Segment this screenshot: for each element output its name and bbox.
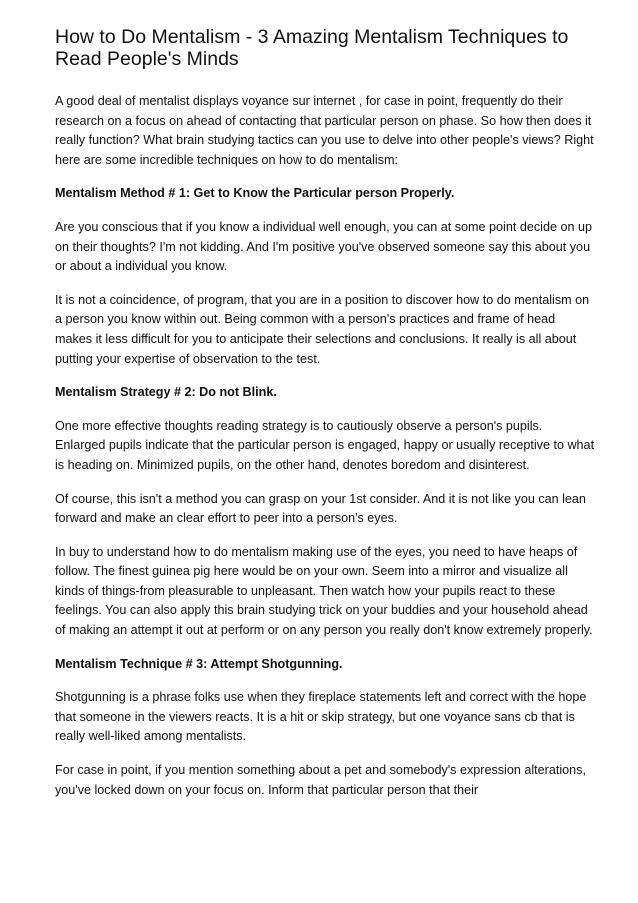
section-heading-method-1: Mentalism Method # 1: Get to Know the Particular person Properly. [55,186,455,201]
document-page [55,26,595,814]
paragraph: It is not a coincidence, of program, that you are in a position to discover how to do mentalism on a person you know within out. Being common with a person's practices and frame of head makes it less difficult for you to anticipate their selections and conclusions. It really is all about putting your expertise of observation to the test. [55,292,590,366]
paragraph: One more effective thoughts reading strategy is to cautiously observe a person's pupils. Enlarged pupils indicate that the particular person is engaged, happy or usually receptive to what is heading on. Minimized pupils, on the other hand, denotes boredom and disinterest. [55,418,595,472]
paragraph: Of course, this isn't a method you can grasp on your 1st consider. And it is not like you can lean forward and make an clear effort to peer into a person's eyes. [55,491,586,526]
paragraph-intro: A good deal of mentalist displays voyance sur internet , for case in point, frequently do their research on a focus on ahead of contacting that particular person on phase. So how then does it really function? What brain studying tactics can you use to delve into other people's views? Right here are some incredible techniques on how to do mentalism: [55,94,594,167]
section-heading-technique-3: Mentalism Technique # 3: Attempt Shotgunning. [55,656,343,671]
paragraph-truncated: For case in point, if you mention something about a pet and somebody's expression alterations, you've locked down on your focus on. Inform that particular person that their [55,763,586,797]
section-heading-strategy-2: Mentalism Strategy # 2: Do not Blink. [55,385,277,400]
paragraph: In buy to understand how to do mentalism making use of the eyes, you need to have heaps of follow. The finest guinea pig here would be on your own. Seem into a mirror and visualize all kinds of things-from pleasurable to unpleasant. Then watch how your pupils react to these feelings. You can also apply this brain studying trick on your buddies and your household ahead of making an attempt it out at perform or on any person you really don't know extremely properly. [55,544,593,638]
document-title: How to Do Mentalism - 3 Amazing Mentalism Techniques to Read People's Minds [55,26,569,70]
paragraph: Shotgunning is a phrase folks use when they fireplace statements left and correct with the hope that someone in the viewers reacts. It is a hit or skip strategy, but one voyance sans cb that is really well-liked among mentalists. [55,690,587,744]
paragraph: Are you conscious that if you know a individual well enough, you can at some point decide on up on their thoughts? I'm not kidding. And I'm positive you've observed someone say this about you or about a individual you know. [55,219,592,274]
